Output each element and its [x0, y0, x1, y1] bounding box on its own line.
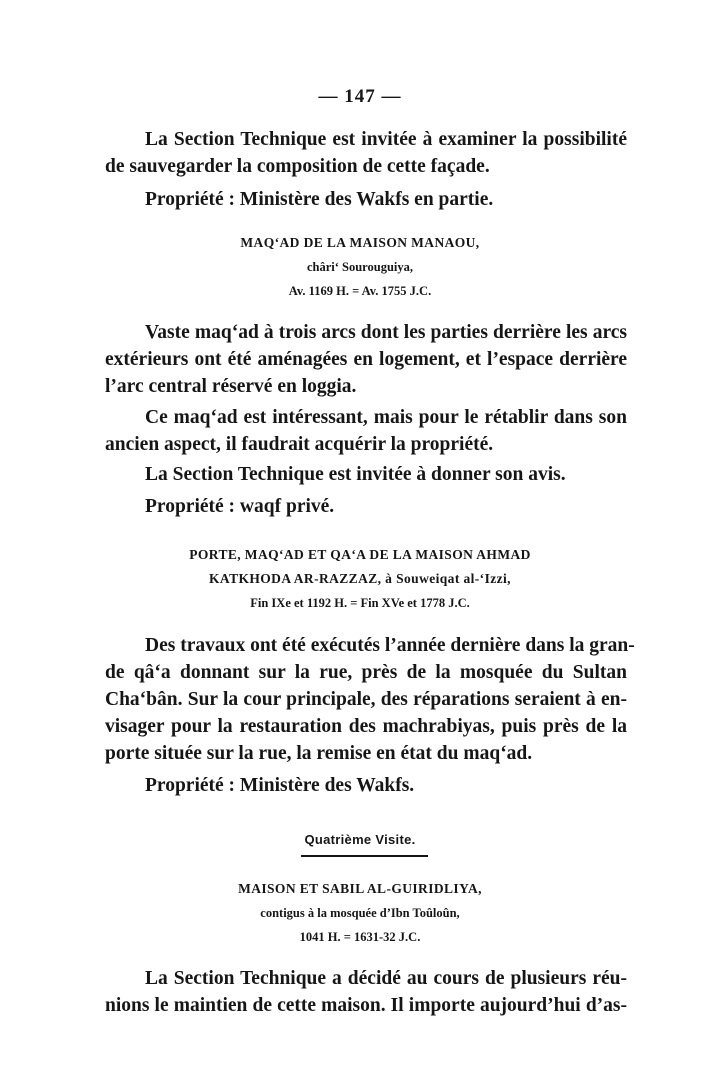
paragraph-line: La Section Technique est invitée à examiner la possibilité — [145, 129, 627, 150]
paragraph-line: extérieurs ont été aménagées en logement, et l’espace derrière — [105, 349, 627, 370]
page-number: — 147 — — [318, 86, 402, 107]
paragraph-line: Des travaux ont été exécutés l’année dernière dans la gran- — [145, 635, 635, 656]
paragraph-line: nions le maintien de cette maison. Il importe aujourd’hui d’as- — [105, 995, 627, 1016]
entry-heading-title: PORTE, MAQ‘AD ET QA‘A DE LA MAISON AHMAD — [189, 547, 531, 562]
paragraph-line: visager pour la restauration des machrabiyas, puis près de la — [105, 716, 627, 737]
owner-line: Propriété : waqf privé. — [145, 496, 335, 517]
visit-title: Quatrième Visite. — [304, 832, 416, 847]
paragraph-line: La Section Technique est invitée à donner son avis. — [145, 464, 566, 485]
paragraph-line: porte située sur la rue, la remise en état du maq‘ad. — [105, 743, 533, 764]
paragraph-line: La Section Technique a décidé au cours de plusieurs réu- — [145, 968, 627, 989]
paragraph-line: l’arc central réservé en loggia. — [105, 376, 357, 397]
entry-heading-date: Fin IXe et 1192 H. = Fin XVe et 1778 J.C. — [250, 596, 470, 610]
paragraph-line: Ce maq‘ad est intéressant, mais pour le rétablir dans son — [145, 407, 627, 428]
entry-heading-title: MAQ‘AD DE LA MAISON MANAOU, — [240, 235, 480, 250]
paragraph-line: de qâ‘a donnant sur la rue, près de la mosquée du Sultan — [105, 662, 627, 683]
owner-line: Propriété : Ministère des Wakfs en partie. — [145, 189, 494, 210]
paragraph-line: Vaste maq‘ad à trois arcs dont les parties derrière les arcs — [145, 322, 627, 343]
owner-line: Propriété : Ministère des Wakfs. — [145, 775, 415, 796]
entry-heading-date: Av. 1169 H. = Av. 1755 J.C. — [288, 284, 432, 298]
paragraph-line: Cha‘bân. Sur la cour principale, des réparations seraient à en- — [105, 689, 627, 710]
entry-heading-title: MAISON ET SABIL AL-GUIRIDLIYA, — [238, 881, 482, 896]
entry-heading-date: 1041 H. = 1631-32 J.C. — [299, 930, 421, 944]
entry-heading-location: châri‘ Sourouguiya, — [306, 260, 414, 274]
paragraph-line: de sauvegarder la composition de cette façade. — [105, 156, 490, 177]
paragraph-line: ancien aspect, il faudrait acquérir la propriété. — [105, 434, 494, 455]
title-underline — [301, 855, 428, 857]
entry-heading-location: contigus à la mosquée d’Ibn Toûloûn, — [260, 906, 460, 920]
entry-heading-location: KATKHODA AR-RAZZAZ, à Souweiqat al-‘Izzi, — [209, 571, 511, 586]
